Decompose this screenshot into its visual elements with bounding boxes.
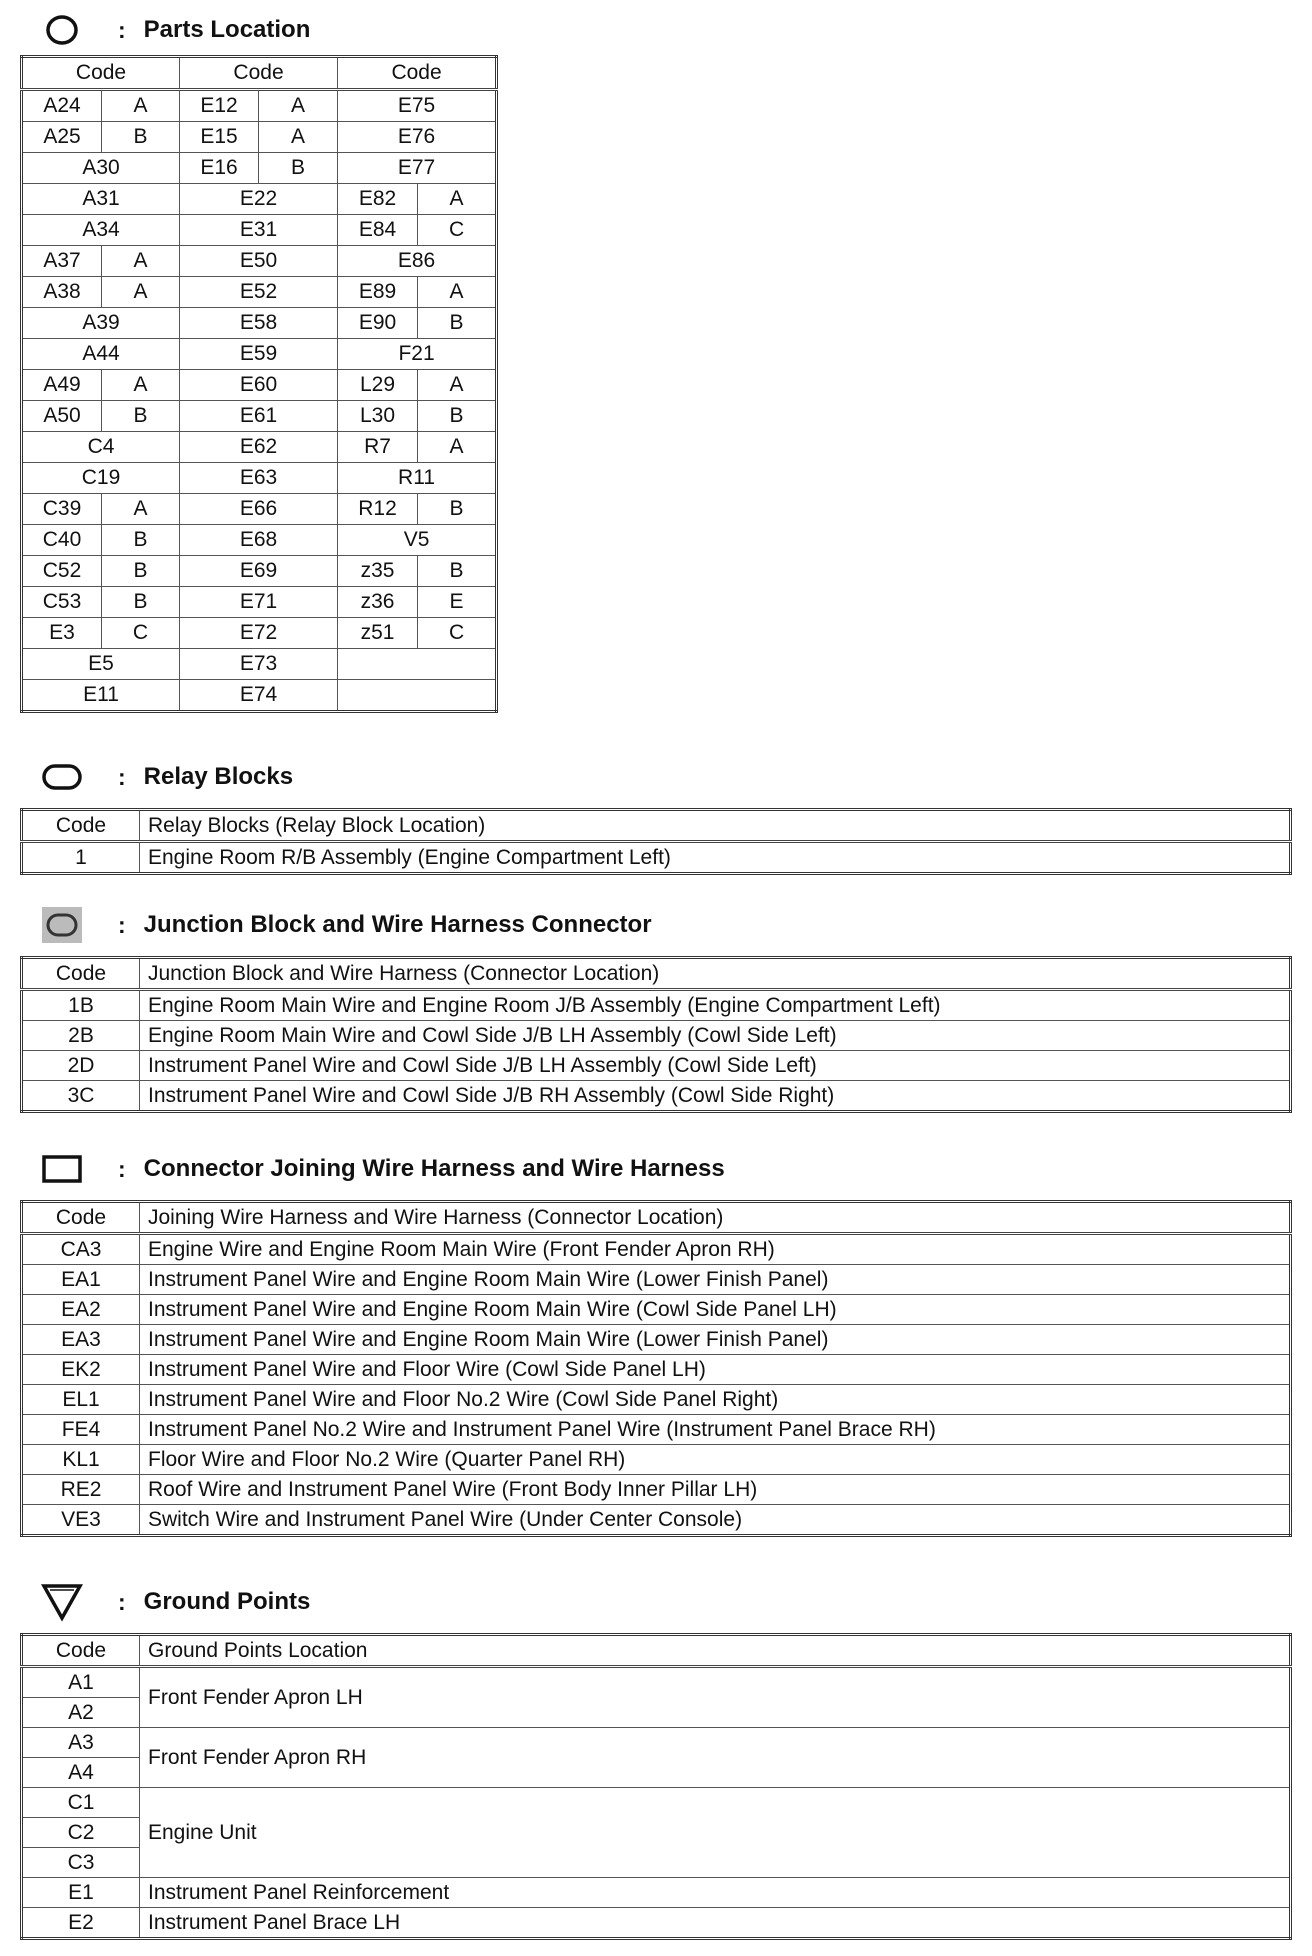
location-cell: Front Fender Apron LH (140, 1667, 1291, 1728)
code-cell: 1B (22, 990, 140, 1021)
part-code: E77 (338, 153, 497, 184)
table-row (22, 1475, 1291, 1505)
part-code: E16 (180, 153, 259, 184)
part-code: C4 (22, 432, 180, 463)
table-row (22, 1325, 1291, 1355)
location-cell: Instrument Panel Brace LH (140, 1908, 1291, 1939)
square-symbol-icon (40, 1151, 84, 1187)
part-sub-code: A (259, 90, 338, 122)
relay-blocks-table (20, 808, 1292, 875)
table-row (22, 308, 497, 339)
code-cell: A4 (22, 1758, 140, 1788)
table-row (22, 401, 497, 432)
part-code: E12 (180, 90, 259, 122)
table-row (22, 990, 1291, 1021)
table-row (22, 370, 497, 401)
part-sub-code: B (418, 308, 497, 339)
table-row (22, 1667, 1291, 1698)
code-cell: FE4 (22, 1415, 140, 1445)
part-code: A49 (22, 370, 102, 401)
table-row (22, 842, 1291, 874)
part-sub-code: B (418, 556, 497, 587)
part-sub-code: B (102, 401, 180, 432)
part-code: E60 (180, 370, 338, 401)
location-cell: Instrument Panel Wire and Cowl Side J/B LH Assembly (Cowl Side Left) (140, 1051, 1291, 1081)
part-sub-code: E (418, 587, 497, 618)
part-code: A34 (22, 215, 180, 246)
table-row (22, 90, 497, 122)
table-row (22, 1265, 1291, 1295)
part-sub-code: A (418, 370, 497, 401)
table-row (22, 1908, 1291, 1939)
code-cell: A1 (22, 1667, 140, 1698)
code-cell: VE3 (22, 1505, 140, 1536)
header-row (22, 958, 1291, 990)
table-row (22, 277, 497, 308)
table-row (22, 494, 497, 525)
location-cell: Instrument Panel Wire and Floor No.2 Wire (Cowl Side Panel Right) (140, 1385, 1291, 1415)
code-header: Code (22, 958, 140, 990)
part-code: L29 (338, 370, 418, 401)
part-sub-code: C (102, 618, 180, 649)
part-code: E86 (338, 246, 497, 277)
colon: : (118, 911, 126, 938)
location-header: Relay Blocks (Relay Block Location) (140, 810, 1291, 842)
table-row (22, 649, 497, 680)
part-sub-code: A (102, 90, 180, 122)
part-code: E66 (180, 494, 338, 525)
code-cell: EK2 (22, 1355, 140, 1385)
part-code: z51 (338, 618, 418, 649)
part-sub-code: B (102, 587, 180, 618)
location-cell: Engine Room R/B Assembly (Engine Compartment Left) (140, 842, 1291, 874)
table-row (22, 184, 497, 215)
colon: : (118, 763, 126, 790)
code-cell: KL1 (22, 1445, 140, 1475)
part-code: E68 (180, 525, 338, 556)
column-header: Code (22, 57, 180, 90)
table-row (22, 618, 497, 649)
part-sub-code: C (418, 215, 497, 246)
code-cell: A2 (22, 1698, 140, 1728)
colon: : (118, 1588, 126, 1615)
part-code: C52 (22, 556, 102, 587)
part-code: E90 (338, 308, 418, 339)
table-row (22, 339, 497, 370)
part-sub-code: A (418, 184, 497, 215)
code-cell: EA3 (22, 1325, 140, 1355)
table-row (22, 525, 497, 556)
code-cell: 3C (22, 1081, 140, 1112)
part-code: z36 (338, 587, 418, 618)
part-code: A31 (22, 184, 180, 215)
code-cell: EA2 (22, 1295, 140, 1325)
part-code: E63 (180, 463, 338, 494)
part-code: R7 (338, 432, 418, 463)
table-row (22, 1385, 1291, 1415)
table-row (22, 1728, 1291, 1758)
junction-block-symbol-icon (40, 907, 84, 943)
colon: : (118, 16, 126, 43)
junction-block-heading (40, 905, 652, 945)
part-code: A39 (22, 308, 180, 339)
location-cell: Engine Room Main Wire and Engine Room J/B Assembly (Engine Compartment Left) (140, 990, 1291, 1021)
part-code: A30 (22, 153, 180, 184)
part-code: E50 (180, 246, 338, 277)
table-row (22, 680, 497, 712)
table-row (22, 1788, 1291, 1818)
part-code: A44 (22, 339, 180, 370)
table-row (22, 215, 497, 246)
code-cell: 1 (22, 842, 140, 874)
column-header: Code (338, 57, 497, 90)
connector-heading (40, 1149, 725, 1189)
code-cell: 2B (22, 1021, 140, 1051)
part-code: C39 (22, 494, 102, 525)
part-sub-code: B (259, 153, 338, 184)
location-cell: Front Fender Apron RH (140, 1728, 1291, 1788)
code-cell: C1 (22, 1788, 140, 1818)
location-cell: Roof Wire and Instrument Panel Wire (Front Body Inner Pillar LH) (140, 1475, 1291, 1505)
location-cell: Instrument Panel Reinforcement (140, 1878, 1291, 1908)
part-code: A24 (22, 90, 102, 122)
header-row (22, 1635, 1291, 1667)
connector-table (20, 1200, 1292, 1537)
relay-blocks-heading (40, 757, 293, 797)
header-row (22, 1202, 1291, 1234)
table-row (22, 1505, 1291, 1536)
code-cell: EA1 (22, 1265, 140, 1295)
table-row (22, 463, 497, 494)
part-code: F21 (338, 339, 497, 370)
part-sub-code: A (102, 370, 180, 401)
rounded-rect-symbol-icon (40, 759, 84, 795)
part-code: C19 (22, 463, 180, 494)
circle-symbol-icon (40, 12, 84, 48)
location-cell: Instrument Panel Wire and Cowl Side J/B RH Assembly (Cowl Side Right) (140, 1081, 1291, 1112)
table-row (22, 1295, 1291, 1325)
location-cell: Engine Unit (140, 1788, 1291, 1878)
code-cell: C3 (22, 1848, 140, 1878)
part-code: E52 (180, 277, 338, 308)
table-row (22, 153, 497, 184)
location-header: Joining Wire Harness and Wire Harness (Connector Location) (140, 1202, 1291, 1234)
part-code: A25 (22, 122, 102, 153)
table-row (22, 1445, 1291, 1475)
table-row (22, 1355, 1291, 1385)
part-code: z35 (338, 556, 418, 587)
part-code: A50 (22, 401, 102, 432)
part-code: C53 (22, 587, 102, 618)
table-row (22, 1415, 1291, 1445)
part-sub-code: A (418, 432, 497, 463)
part-code: E82 (338, 184, 418, 215)
part-code: E71 (180, 587, 338, 618)
location-cell: Instrument Panel Wire and Floor Wire (Cowl Side Panel LH) (140, 1355, 1291, 1385)
part-code: E5 (22, 649, 180, 680)
part-code: E89 (338, 277, 418, 308)
location-cell: Instrument Panel Wire and Engine Room Main Wire (Lower Finish Panel) (140, 1325, 1291, 1355)
table-row (22, 556, 497, 587)
part-code: E73 (180, 649, 338, 680)
part-code: V5 (338, 525, 497, 556)
part-sub-code: A (102, 494, 180, 525)
part-code: E74 (180, 680, 338, 712)
parts-location-heading (40, 10, 310, 50)
part-code: E76 (338, 122, 497, 153)
part-code: E31 (180, 215, 338, 246)
code-cell: EL1 (22, 1385, 140, 1415)
part-code: L30 (338, 401, 418, 432)
part-code: E72 (180, 618, 338, 649)
location-cell: Engine Wire and Engine Room Main Wire (Front Fender Apron RH) (140, 1234, 1291, 1265)
part-sub-code: B (102, 525, 180, 556)
part-code (338, 649, 497, 680)
part-sub-code: B (418, 401, 497, 432)
colon: : (118, 1155, 126, 1182)
table-row (22, 1051, 1291, 1081)
table-row (22, 1878, 1291, 1908)
code-header: Code (22, 1202, 140, 1234)
section-title: Parts Location (143, 16, 311, 43)
section-title: Relay Blocks (143, 763, 294, 790)
triangle-symbol-icon (40, 1584, 84, 1620)
part-code: E11 (22, 680, 180, 712)
part-code: E61 (180, 401, 338, 432)
column-header: Code (180, 57, 338, 90)
header-row (22, 810, 1291, 842)
location-cell: Engine Room Main Wire and Cowl Side J/B LH Assembly (Cowl Side Left) (140, 1021, 1291, 1051)
part-code (338, 680, 497, 712)
part-code: E75 (338, 90, 497, 122)
table-row (22, 1021, 1291, 1051)
part-code: E59 (180, 339, 338, 370)
part-code: R12 (338, 494, 418, 525)
code-cell: 2D (22, 1051, 140, 1081)
code-cell: RE2 (22, 1475, 140, 1505)
ground-points-table (20, 1633, 1292, 1940)
part-code: E3 (22, 618, 102, 649)
part-code: R11 (338, 463, 497, 494)
code-header: Code (22, 810, 140, 842)
location-cell: Instrument Panel Wire and Engine Room Main Wire (Lower Finish Panel) (140, 1265, 1291, 1295)
table-row (22, 246, 497, 277)
part-code: E84 (338, 215, 418, 246)
location-cell: Instrument Panel No.2 Wire and Instrument Panel Wire (Instrument Panel Brace RH) (140, 1415, 1291, 1445)
location-cell: Floor Wire and Floor No.2 Wire (Quarter Panel RH) (140, 1445, 1291, 1475)
section-title: Ground Points (143, 1588, 311, 1615)
code-cell: A3 (22, 1728, 140, 1758)
code-cell: CA3 (22, 1234, 140, 1265)
header-row (22, 57, 497, 90)
part-code: A37 (22, 246, 102, 277)
part-code: E62 (180, 432, 338, 463)
part-sub-code: A (102, 246, 180, 277)
table-row (22, 587, 497, 618)
part-sub-code: B (102, 122, 180, 153)
part-code: E69 (180, 556, 338, 587)
part-sub-code: B (418, 494, 497, 525)
section-title: Connector Joining Wire Harness and Wire Harness (143, 1155, 725, 1182)
location-header: Junction Block and Wire Harness (Connector Location) (140, 958, 1291, 990)
ground-points-heading (40, 1582, 310, 1622)
part-sub-code: A (418, 277, 497, 308)
part-sub-code: C (418, 618, 497, 649)
section-title: Junction Block and Wire Harness Connector (143, 911, 652, 938)
code-cell: C2 (22, 1818, 140, 1848)
location-cell: Switch Wire and Instrument Panel Wire (Under Center Console) (140, 1505, 1291, 1536)
parts-location-table (20, 55, 498, 713)
part-code: A38 (22, 277, 102, 308)
location-cell: Instrument Panel Wire and Engine Room Main Wire (Cowl Side Panel LH) (140, 1295, 1291, 1325)
part-code: E15 (180, 122, 259, 153)
part-code: C40 (22, 525, 102, 556)
junction-block-table (20, 956, 1292, 1113)
part-code: E58 (180, 308, 338, 339)
part-sub-code: A (259, 122, 338, 153)
part-code: E22 (180, 184, 338, 215)
code-header: Code (22, 1635, 140, 1667)
location-header: Ground Points Location (140, 1635, 1291, 1667)
part-sub-code: B (102, 556, 180, 587)
part-sub-code: A (102, 277, 180, 308)
code-cell: E1 (22, 1878, 140, 1908)
table-row (22, 122, 497, 153)
code-cell: E2 (22, 1908, 140, 1939)
table-row (22, 432, 497, 463)
table-row (22, 1081, 1291, 1112)
table-row (22, 1234, 1291, 1265)
